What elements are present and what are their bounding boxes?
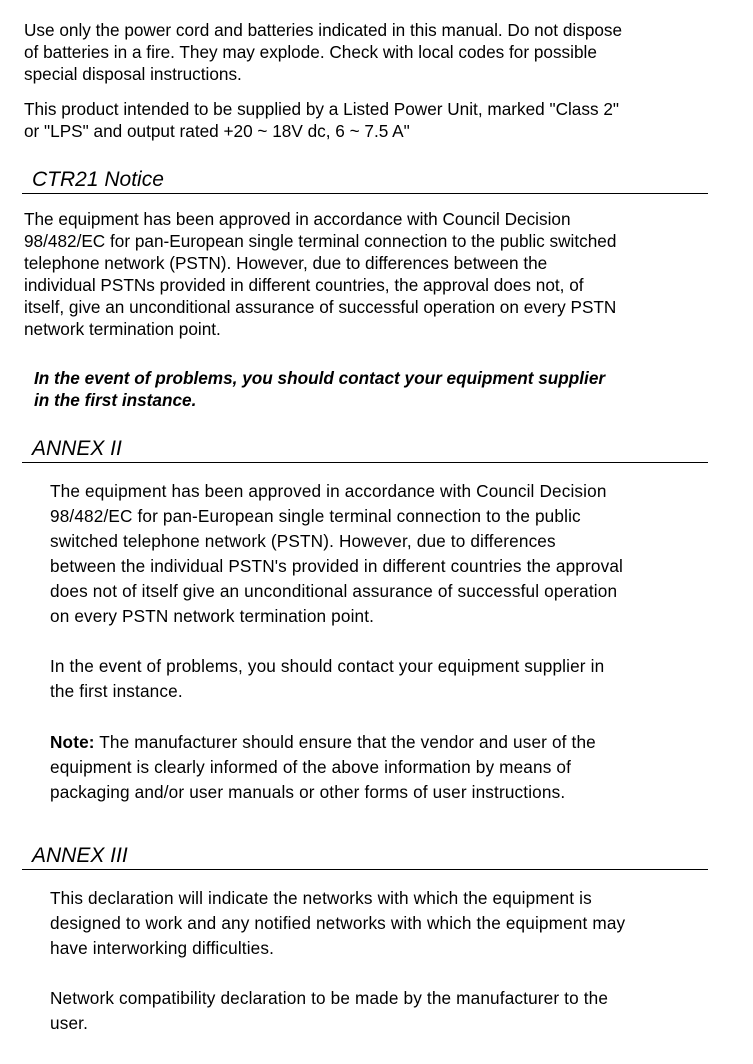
text-line: equipment is clearly informed of the above information by means of [50,757,572,777]
text-line: designed to work and any notified networks with which the equipment may [50,913,626,933]
text-line: 98/482/EC for pan-European single terminal connection to the public switched [24,231,617,251]
text-line: in the first instance. [34,390,197,410]
ctr21-body [24,208,616,340]
text-line: This product intended to be supplied by a Listed Power Unit, marked "Class 2" [24,99,619,119]
annex2-note [50,730,596,805]
text-line: 98/482/EC for pan-European single terminal connection to the public [50,506,581,526]
intro-power-paragraph [24,98,619,142]
text-line: In the event of problems, you should contact your equipment supplier in [50,656,605,676]
text-line: the first instance. [50,681,183,701]
text-line: between the individual PSTN's provided in different countries the approval [50,556,623,576]
text-line [50,730,596,755]
text-line: on every PSTN network termination point. [50,606,375,626]
text-line: of batteries in a fire. They may explode. Check with local codes for possible [24,42,597,62]
text-line: have interworking difficulties. [50,938,275,958]
text-line: packaging and/or user manuals or other forms of user instructions. [50,782,566,802]
annex2-problems [50,654,604,704]
annex3-compat [50,986,608,1036]
text-line: The equipment has been approved in accordance with Council Decision [50,481,607,501]
text-line: individual PSTNs provided in different countries, the approval does not, of [24,275,584,295]
text-line: telephone network (PSTN). However, due to differences between the [24,253,548,273]
text-line: Use only the power cord and batteries indicated in this manual. Do not dispose [24,20,623,40]
text-line: does not of itself give an unconditional assurance of successful operation [50,581,618,601]
annex2-heading: ANNEX II [22,436,708,463]
text-line: user. [50,1013,89,1033]
text-line: or "LPS" and output rated +20 ~ 18V dc, 6 ~ 7.5 A" [24,121,410,141]
annex2-body [50,479,623,629]
intro-battery-paragraph [24,19,622,85]
text-line: This declaration will indicate the networks with which the equipment is [50,888,592,908]
note-text: The manufacturer should ensure that the vendor and user of the [94,732,596,752]
annex3-heading: ANNEX III [22,843,708,870]
ctr21-notice [34,367,605,411]
text-line: In the event of problems, you should contact your equipment supplier [34,368,606,388]
text-line: switched telephone network (PSTN). However, due to differences [50,531,556,551]
note-label: Note: [50,732,95,752]
annex3-body [50,886,625,961]
text-line: special disposal instructions. [24,64,242,84]
text-line: itself, give an unconditional assurance of successful operation on every PSTN [24,297,617,317]
text-line: The equipment has been approved in accordance with Council Decision [24,209,571,229]
text-line: Network compatibility declaration to be made by the manufacturer to the [50,988,609,1008]
text-line: network termination point. [24,319,221,339]
ctr21-heading: CTR21 Notice [22,167,708,194]
